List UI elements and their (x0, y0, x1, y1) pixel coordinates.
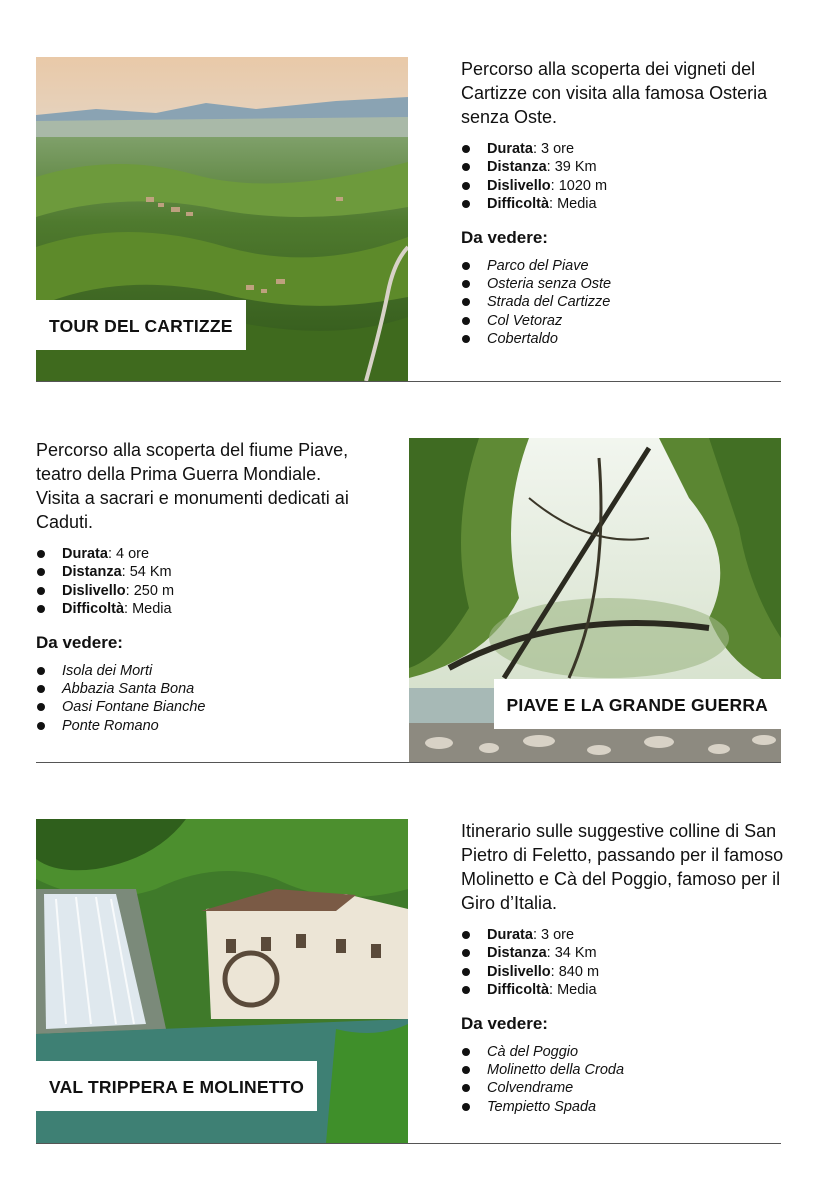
fact-difficulty: Difficoltà: Media (461, 195, 791, 213)
sight-item: Oasi Fontane Bianche (36, 698, 366, 716)
fact-elevation: Dislivello: 840 m (461, 963, 791, 981)
sight-item: Osteria senza Oste (461, 275, 791, 293)
tour-piave (36, 438, 781, 763)
tour-facts-list (36, 545, 366, 619)
fact-distance: Distanza: 34 Km (461, 944, 791, 962)
sight-item: Molinetto della Croda (461, 1061, 791, 1079)
tour-facts-list (461, 140, 791, 214)
tour-description (461, 819, 791, 1116)
sight-item: Isola dei Morti (36, 662, 366, 680)
tour-title-badge: PIAVE E LA GRANDE GUERRA (494, 679, 782, 729)
fact-elevation: Dislivello: 250 m (36, 582, 366, 600)
tour-val-trippera (36, 819, 784, 1144)
sights-heading: Da vedere: (461, 1013, 548, 1033)
sights-list (461, 1043, 791, 1117)
tour-intro: Itinerario sulle suggestive colline di San Pietro di Feletto, passando per il famoso Molinetto e Cà del Poggio, famoso per il Giro d’Italia. (461, 821, 784, 913)
tour-facts-list (461, 926, 791, 1000)
fact-duration: Durata: 4 ore (36, 545, 366, 563)
fact-duration: Durata: 3 ore (461, 140, 791, 158)
tour-intro: Percorso alla scoperta del fiume Piave, teatro della Prima Guerra Mondiale. Visita a sacrari e monumenti dedicati ai Caduti. (36, 440, 349, 532)
fact-distance: Distanza: 39 Km (461, 158, 791, 176)
sights-list (36, 662, 366, 736)
sight-item: Cà del Poggio (461, 1043, 791, 1061)
waterfall-mill-photo (36, 819, 408, 1143)
river-forest-photo (409, 438, 781, 762)
sight-item: Col Vetoraz (461, 312, 791, 330)
sights-heading: Da vedere: (36, 632, 123, 652)
vineyard-hills-photo (36, 57, 408, 381)
sight-item: Cobertaldo (461, 330, 791, 348)
sight-item: Abbazia Santa Bona (36, 680, 366, 698)
tour-title-badge: TOUR DEL CARTIZZE (36, 300, 246, 350)
fact-difficulty: Difficoltà: Media (461, 981, 791, 999)
sight-item: Strada del Cartizze (461, 293, 791, 311)
tour-cartizze (36, 57, 781, 382)
sights-heading: Da vedere: (461, 227, 548, 247)
fact-elevation: Dislivello: 1020 m (461, 177, 791, 195)
tour-description (36, 438, 366, 735)
tour-description (461, 57, 791, 349)
tour-intro: Percorso alla scoperta dei vigneti del Cartizze con visita alla famosa Osteria senza Oste. (461, 59, 768, 127)
fact-difficulty: Difficoltà: Media (36, 600, 366, 618)
fact-distance: Distanza: 54 Km (36, 563, 366, 581)
sight-item: Colvendrame (461, 1079, 791, 1097)
tour-title-badge: VAL TRIPPERA E MOLINETTO (36, 1061, 317, 1111)
sight-item: Parco del Piave (461, 257, 791, 275)
fact-duration: Durata: 3 ore (461, 926, 791, 944)
sight-item: Tempietto Spada (461, 1098, 791, 1116)
sight-item: Ponte Romano (36, 717, 366, 735)
sights-list (461, 257, 791, 349)
